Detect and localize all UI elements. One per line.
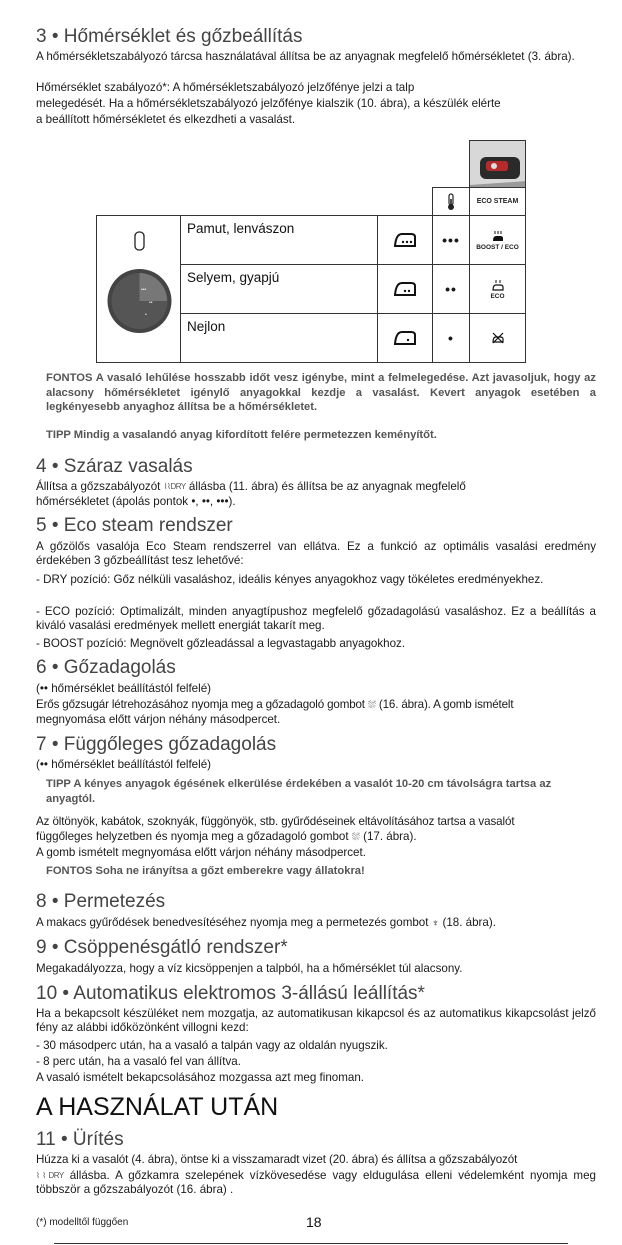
iron-photo	[469, 140, 526, 188]
section-8-paragraph-1	[36, 916, 596, 931]
section-7-text-c: (17. ábra).	[363, 830, 417, 843]
section-4-text-b: állásba (11. ábra) és állítsa be az anyagnak megfelelő	[188, 480, 466, 494]
section-10-paragraph-1: Ha a bekapcsolt készüléket nem mozgatja, az automatikusan kikapcsol és az automatikus kikapcsolást jelző fény az alábbi időközönként villogni kezd:	[36, 1007, 596, 1034]
section-7-text-b: függőleges helyzetben és nyomja meg a gőzadagoló gombot	[36, 830, 349, 843]
section-7-paragraph-1: (•• hőmérséklet beállítástól felfelé)	[36, 758, 212, 771]
table-row-nylon-iron	[377, 313, 433, 363]
section-7-important: FONTOS Soha ne irányítsa a gőzt emberekre vagy állatokra!	[46, 865, 365, 877]
section-7-paragraph-2	[36, 830, 596, 845]
table-row-nylon-dots: •	[432, 313, 470, 363]
section-5-paragraph-2: - DRY pozíció: Gőz nélküli vasaláshoz, ideális kényes anyagokhoz vagy tökéletes eredményekhez.	[36, 573, 544, 586]
table-row-cotton-label: Pamut, lenvászon	[180, 215, 378, 265]
section-6-text-a: Erős gőzsugár létrehozásához nyomja meg a gőzadagoló gombot	[36, 698, 365, 711]
section-7-paragraph-3: A gomb ismételt megnyomása előtt várjon néhány másodpercet.	[36, 846, 366, 859]
section-6-paragraph-2	[36, 698, 600, 713]
section-8-text-b: (18. ábra).	[442, 916, 496, 929]
table-row-silk-dots: ••	[432, 264, 470, 314]
temperature-dial	[97, 216, 182, 364]
footer-rule	[54, 1243, 568, 1244]
page-number: 18	[306, 1214, 322, 1230]
section-5-paragraph-4: - BOOST pozíció: Megnövelt gőzleadással a legvastagabb anyagokhoz.	[36, 637, 406, 650]
section-6-text-b: (16. ábra). A gomb ismételt	[378, 698, 514, 711]
section-9-title: 9 • Csöppenésgátló rendszer*	[36, 937, 288, 958]
table-row-nylon-label: Nejlon	[180, 313, 378, 363]
table-row-silk-iron	[377, 264, 433, 314]
table-row-cotton-mode	[469, 215, 526, 265]
dry-label: DRY	[170, 482, 186, 491]
temperature-dial-cell	[96, 215, 181, 363]
svg-text:•••: •••	[141, 287, 147, 293]
section-10-paragraph-4: A vasaló ismételt bekapcsolásához mozgassa azt meg finoman.	[36, 1071, 365, 1084]
section-3-paragraph-1: A hőmérsékletszabályozó tárcsa használatával állítsa be az anyagnak megfelelő hőmérsékletet (3. ábra).	[36, 50, 575, 63]
table-row-cotton-iron	[377, 215, 433, 265]
section-3-paragraph-2a: Hőmérséklet szabályozó*: A hőmérsékletszabályozó jelzőfénye jelzi a talp	[36, 81, 415, 94]
dry-label-2: DRY	[48, 1171, 64, 1180]
steam-burst-icon-2: ⛆	[351, 832, 360, 843]
section-9-paragraph-1: Megakadályozza, hogy a víz kicsöppenjen a talpból, ha a hőmérséklet túl alacsony.	[36, 962, 463, 975]
iron-three-dots-icon	[392, 231, 418, 249]
table-row-cotton-dots: •••	[432, 215, 470, 265]
thermometer-header	[432, 187, 470, 216]
table-row-silk-mode	[469, 264, 526, 314]
table-row-silk-label: Selyem, gyapjú	[180, 264, 378, 314]
section-6-title: 6 • Gőzadagolás	[36, 657, 176, 678]
section-4-text-a: Állítsa a gőzszabályozót	[36, 480, 161, 494]
thermometer-icon	[445, 193, 457, 211]
iron-one-dot-icon	[392, 329, 418, 347]
section-10-paragraph-3: - 8 perc után, ha a vasaló fel van állítva.	[36, 1055, 241, 1068]
section-6-paragraph-1: (•• hőmérséklet beállítástól felfelé)	[36, 682, 212, 695]
after-use-heading: A HASZNÁLAT UTÁN	[36, 1093, 279, 1121]
important-note-1: FONTOS A vasaló lehűlése hosszabb időt vesz igénybe, mint a felmelegedése. Azt javasoljuk, hogy az alacsony hőmérsékletet igénylő anyagokkal kezdje a vasalást. Kevert anyagok esetében a legkényesebb anyaghoz állítsa be a hőmérsékletet.	[46, 372, 596, 413]
table-row-nylon-mode	[469, 313, 526, 363]
section-7-paragraph-2a: Az öltönyök, kabátok, szoknyák, függönyök, stb. gyűrődéseinek eltávolításához tartsa a vasalót	[36, 815, 515, 828]
section-3-paragraph-2c: a beállított hőmérsékletet és elkezdheti a vasalást.	[36, 113, 296, 126]
section-7-title: 7 • Függőleges gőzadagolás	[36, 734, 277, 755]
eco-steam-icon	[491, 279, 505, 293]
section-10-title: 10 • Automatikus elektromos 3-állású leállítás*	[36, 983, 425, 1004]
boost-steam-icon	[491, 230, 505, 244]
section-4-paragraph-1	[36, 480, 596, 494]
section-5-paragraph-1: A gőzölős vasalója Eco Steam rendszerrel van ellátva. Ez a funkció az optimális vasalási eredmény érdekében 3 gőzbeállítást tesz lehetővé:	[36, 540, 596, 567]
section-8-title: 8 • Permetezés	[36, 891, 166, 912]
steam-burst-icon: ⛆	[367, 700, 376, 711]
eco-steam-header: ECO STEAM	[469, 187, 526, 216]
section-4-title: 4 • Száraz vasalás	[36, 456, 193, 477]
dry-setting-icon: ⌇⌇DRY	[163, 482, 186, 491]
section-4-paragraph-1c: hőmérsékletet (ápolás pontok •, ••, •••).	[36, 495, 236, 508]
section-10-paragraph-2: - 30 másodperc után, ha a vasaló a talpán vagy az oldalán nyugszik.	[36, 1039, 388, 1052]
section-3-title: 3 • Hőmérséklet és gőzbeállítás	[36, 26, 303, 47]
tip-note-1: TIPP Mindig a vasalandó anyag kifordított felére permetezzen keményítőt.	[46, 429, 437, 441]
section-7-tip: TIPP A kényes anyagok égésének elkerülése érdekében a vasalót 10-20 cm távolságra tartsa az anyagtól.	[46, 778, 552, 805]
section-5-title: 5 • Eco steam rendszer	[36, 515, 233, 536]
footer-note: (*) modelltől függően	[36, 1217, 129, 1228]
table-row-cotton-mode-label: BOOST / ECO	[476, 243, 519, 251]
section-3-paragraph-2b: melegedését. Ha a hőmérsékletszabályozó jelzőfénye kialszik (10. ábra), a készülék elérte	[36, 97, 501, 110]
no-steam-icon	[491, 331, 505, 345]
svg-text:••: ••	[149, 300, 153, 306]
iron-photo-image	[470, 141, 526, 188]
table-row-silk-mode-label: ECO	[490, 292, 505, 300]
section-11-paragraph-1a: Húzza ki a vasalót (4. ábra), öntse ki a visszamaradt vizet (20. ábra) és állítsa a gőzszabályozót	[36, 1153, 518, 1166]
dry-setting-icon-2: ⌇⌇DRY	[36, 1171, 64, 1180]
iron-two-dots-icon	[392, 280, 418, 298]
temperature-table	[96, 140, 526, 363]
section-11-text-b: állásba. A gőzkamra szelepének vízkövesedése vagy eldugulása elleni védelemként nyomja meg többször a gőzszabályozót (16. ábra) .	[36, 1169, 596, 1197]
section-5-paragraph-3: - ECO pozíció: Optimalizált, minden anyagtípushoz megfelelő gőzadagolású vasaláshoz. Ez a beállítás a kiváló vasalási eredmények mellett energiát takarít meg.	[36, 605, 596, 632]
svg-text:•: •	[145, 312, 147, 318]
section-11-title: 11 • Ürítés	[36, 1129, 124, 1150]
section-11-paragraph-1	[36, 1169, 596, 1197]
section-6-paragraph-2c: megnyomása előtt várjon néhány másodpercet.	[36, 713, 281, 726]
spray-icon: ♆	[431, 918, 440, 929]
section-8-text-a: A makacs gyűrődések benedvesítéséhez nyomja meg a permetezés gombot	[36, 916, 429, 929]
